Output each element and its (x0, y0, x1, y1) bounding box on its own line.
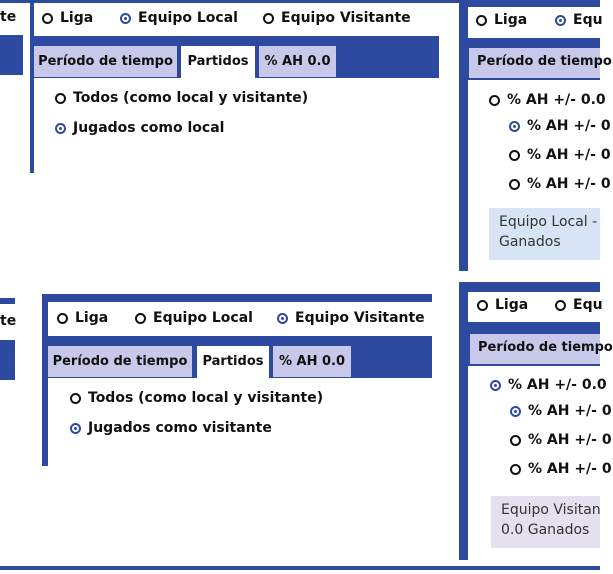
radio-icon (263, 13, 274, 24)
radio-label: Liga (60, 10, 94, 26)
radio-selected-icon (70, 423, 81, 434)
tab-periodo-de-tiempo[interactable]: Período de tiempo (34, 46, 177, 77)
radio-selected-icon (510, 406, 521, 417)
tab-ah[interactable]: % AH 0.0 (273, 346, 351, 377)
tab-periodo-de-tiempo[interactable]: Período de tiempo (48, 346, 192, 377)
radio-todos[interactable] (70, 390, 323, 406)
radio-jugados-visitante[interactable] (70, 420, 272, 436)
radio-selected-icon (490, 380, 501, 391)
radio-equipo-visitante[interactable] (263, 10, 411, 26)
bottom-border (0, 566, 600, 570)
radio-equipo-local[interactable] (135, 310, 253, 326)
right-radio-liga[interactable] (477, 297, 528, 313)
right-panel-top-bar (459, 3, 600, 7)
info-box-bottom (491, 496, 600, 548)
radio-todos[interactable] (55, 90, 308, 106)
tab-ah[interactable]: % AH 0.0 (259, 46, 336, 77)
radio-label: Jugados como local (73, 120, 225, 136)
right-radio-ah-sub-2[interactable] (509, 147, 611, 163)
tab-partidos[interactable]: Partidos (197, 346, 269, 378)
right-radio-equipo[interactable] (555, 12, 603, 28)
left-stub-top (0, 5, 23, 35)
center-panel-bottom-leftbar (42, 294, 48, 466)
radio-label: Equipo Visitante (281, 10, 411, 26)
radio-label: Equ (573, 297, 603, 313)
radio-label: % AH +/- 0 (528, 461, 612, 477)
radio-icon (510, 464, 521, 475)
radio-icon (510, 435, 521, 446)
radio-selected-icon (555, 15, 566, 26)
radio-label: Liga (75, 310, 109, 326)
radio-icon (57, 313, 68, 324)
left-stub-label: te (0, 313, 17, 329)
radio-icon (476, 15, 487, 26)
right-panel-bottom-topbar (459, 282, 600, 292)
radio-label: Todos (como local y visitante) (88, 390, 324, 406)
radio-icon (489, 95, 500, 106)
radio-label: % AH +/- 0.0 (507, 92, 606, 108)
radio-label: % AH +/- 0 (528, 403, 612, 419)
radio-selected-icon (277, 313, 288, 324)
left-stub-bar-bottom (0, 340, 15, 380)
radio-selected-icon (509, 121, 520, 132)
right-radio-ah-sub-1[interactable] (509, 118, 611, 134)
radio-label: Liga (495, 297, 529, 313)
right-panel-bottom-leftbar (459, 282, 468, 560)
radio-label: Liga (494, 12, 528, 28)
radio-label: Jugados como visitante (88, 420, 272, 436)
radio-icon (55, 93, 66, 104)
radio-icon (70, 393, 81, 404)
radio-equipo-local[interactable] (120, 10, 238, 26)
radio-label: Equ (573, 12, 603, 28)
radio-icon (477, 300, 488, 311)
radio-jugados-local[interactable] (55, 120, 224, 136)
right-radio-ah-sub-3[interactable] (510, 461, 612, 477)
radio-label: % AH +/- 0 (527, 118, 611, 134)
radio-label: % AH +/- 0 (527, 147, 611, 163)
left-stub-bar-bottom-top (0, 298, 15, 304)
right-radio-ah-sub-2[interactable] (510, 432, 612, 448)
info-line-1: Equipo Local - (499, 214, 598, 230)
radio-icon (509, 150, 520, 161)
radio-icon (42, 13, 53, 24)
info-line-2: Ganados (499, 234, 561, 250)
right-panel-top-leftbar (459, 3, 468, 271)
left-stub-bottom (0, 308, 15, 336)
radio-selected-icon (55, 123, 66, 134)
radio-label: Equipo Local (138, 10, 238, 26)
left-stub-label: te (0, 9, 17, 25)
right-tab-periodo[interactable]: Período de tiempo (469, 48, 600, 78)
right-tab-periodo[interactable]: Período de tiempo (470, 334, 600, 364)
radio-label: % AH +/- 0 (528, 432, 612, 448)
radio-icon (509, 179, 520, 190)
right-radio-ah-main[interactable] (490, 377, 607, 393)
radio-icon (135, 313, 146, 324)
info-box-top (489, 208, 600, 260)
radio-liga[interactable] (57, 310, 108, 326)
radio-label: Todos (como local y visitante) (73, 90, 309, 106)
tab-partidos[interactable]: Partidos (181, 46, 255, 78)
radio-label: % AH +/- 0.0 (508, 377, 607, 393)
center-panel-bottom-topbar (42, 294, 432, 302)
info-line-2: 0.0 Ganados (501, 522, 590, 538)
radio-equipo-visitante[interactable] (277, 310, 425, 326)
right-radio-ah-main[interactable] (489, 92, 606, 108)
right-radio-ah-sub-1[interactable] (510, 403, 612, 419)
radio-icon (555, 300, 566, 311)
radio-label: % AH +/- 0 (527, 176, 611, 192)
radio-label: Equipo Visitante (295, 310, 425, 326)
info-line-1: Equipo Visitan (501, 502, 601, 518)
center-panel-top-leftbar (30, 3, 34, 173)
right-radio-ah-sub-3[interactable] (509, 176, 611, 192)
left-stub-bar-top (0, 35, 23, 75)
radio-liga[interactable] (42, 10, 93, 26)
radio-selected-icon (120, 13, 131, 24)
right-radio-equipo[interactable] (555, 297, 603, 313)
right-radio-liga[interactable] (476, 12, 527, 28)
radio-label: Equipo Local (153, 310, 253, 326)
